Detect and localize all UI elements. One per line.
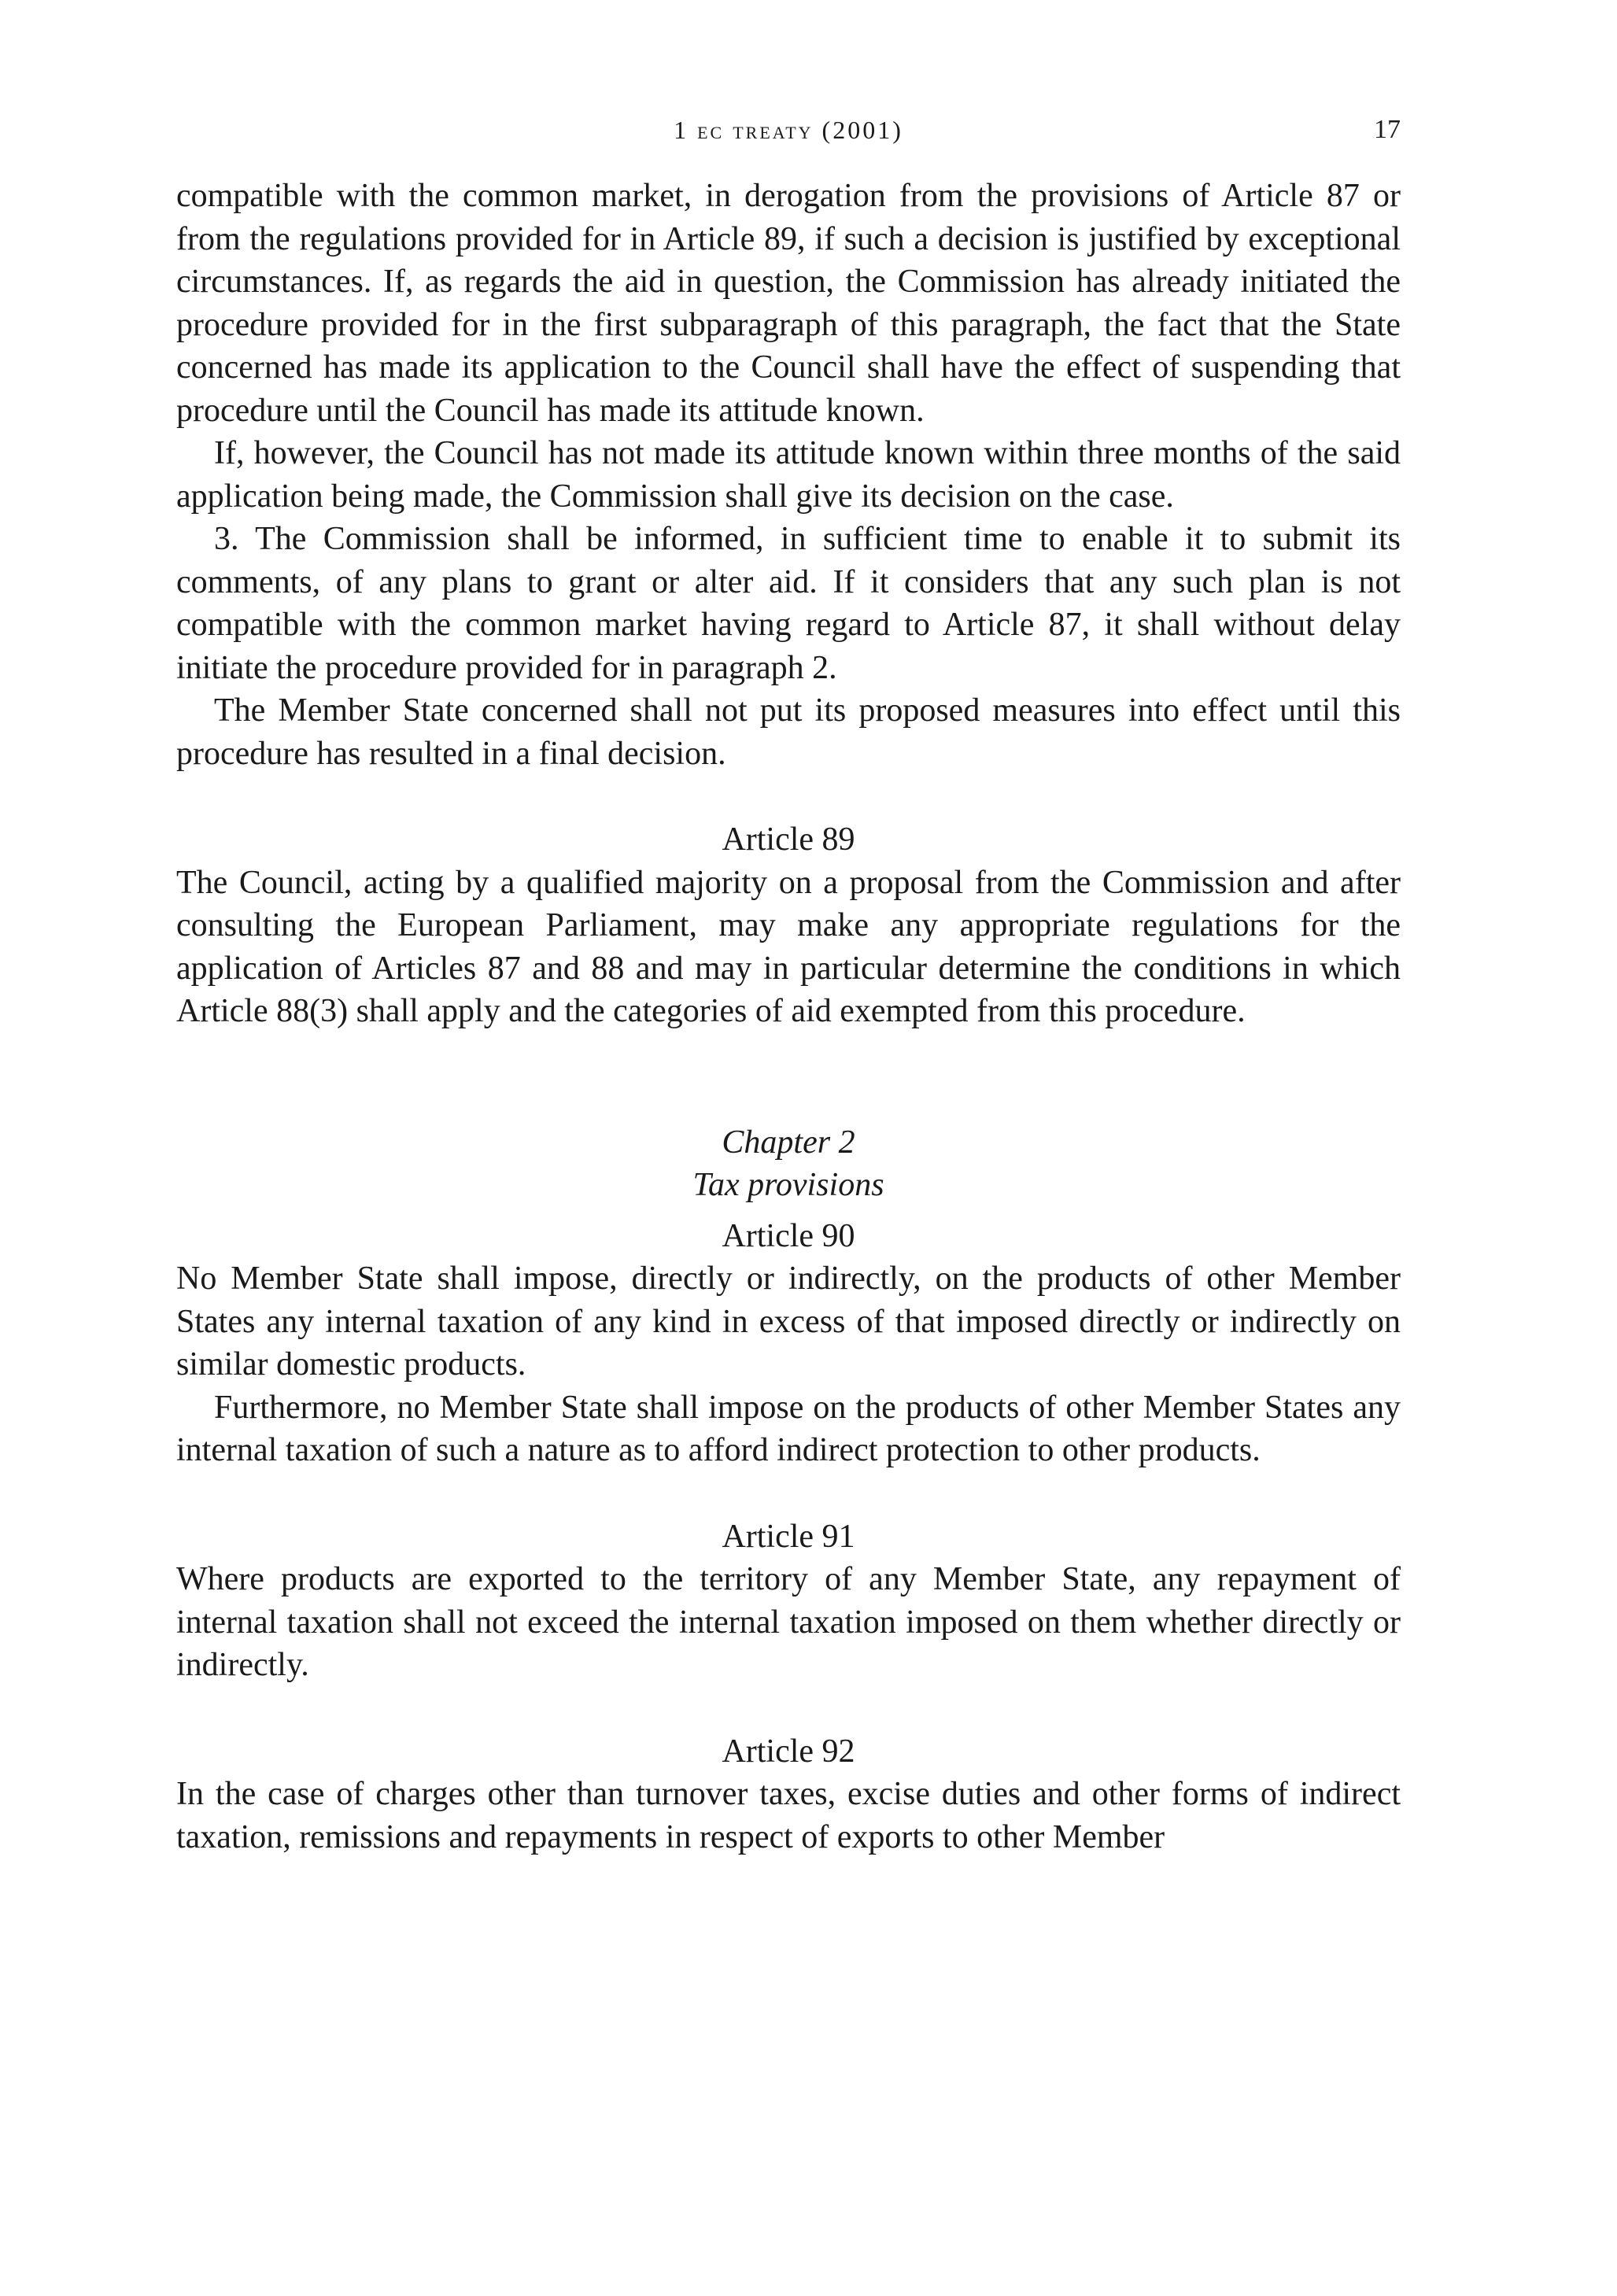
article-91-heading: Article 91	[722, 1518, 855, 1555]
paragraph-continuation: compatible with the common market, in derogation from the provisions of Article 87 or from the regulations provided for in Article 89, if such a decision is justified by exceptional circumstances. If, as regards the aid in question, the Commission has already initiated the procedure provided for in the first subparagraph of this paragraph, the fact that the State concerned has made its application to the Council shall have the effect of suspending that procedure until the Council has made its attitude known.	[176, 178, 1401, 429]
article-90-text-2: Furthermore, no Member State shall impose on the products of other Member States any internal taxation of such a nature as to afford indirect protection to other products.	[176, 1389, 1401, 1468]
article-92-heading: Article 92	[722, 1733, 855, 1770]
article-91-text: Where products are exported to the territory of any Member State, any repayment of internal taxation shall not exceed the internal taxation imposed on them whether directly or indirectly.	[176, 1561, 1401, 1683]
article-90-heading: Article 90	[722, 1217, 855, 1254]
article-92-text: In the case of charges other than turnover taxes, excise duties and other forms of indirect taxation, remissions and repayments in respect of exports to other Member	[176, 1776, 1401, 1855]
running-head	[176, 110, 1401, 149]
running-head-title: 1 ec treaty (2001)	[674, 116, 903, 144]
article-90-text: No Member State shall impose, directly or indirectly, on the products of other Member States any internal taxation of any kind in excess of that imposed directly or indirectly on similar domestic products.	[176, 1261, 1401, 1382]
paragraph: 3. The Commission shall be informed, in sufficient time to enable it to submit its comments, of any plans to grant or alter aid. If it considers that any such plan is not compatible with the common market having regard to Article 87, it shall without delay initiate the procedure provided for in paragraph 2.	[176, 521, 1401, 686]
article-89-text: The Council, acting by a qualified majority on a proposal from the Commission and after consulting the European Parliament, may make any appropriate regulations for the application of Articles 87 and 88 and may in particular determine the conditions in which Article 88(3) shall apply and the categories of aid exempted from this procedure.	[176, 864, 1401, 1029]
page-number: 17	[1374, 115, 1401, 144]
paragraph: The Member State concerned shall not put its proposed measures into effect until this procedure has resulted in a final decision.	[176, 692, 1401, 772]
chapter-label: Chapter 2	[722, 1124, 855, 1161]
paragraph: If, however, the Council has not made its attitude known within three months of the said application being made, the Commission shall give its decision on the case.	[176, 435, 1401, 515]
body-text	[176, 175, 1401, 1859]
chapter-title: Tax provisions	[692, 1167, 884, 1203]
article-89-heading: Article 89	[722, 821, 855, 858]
